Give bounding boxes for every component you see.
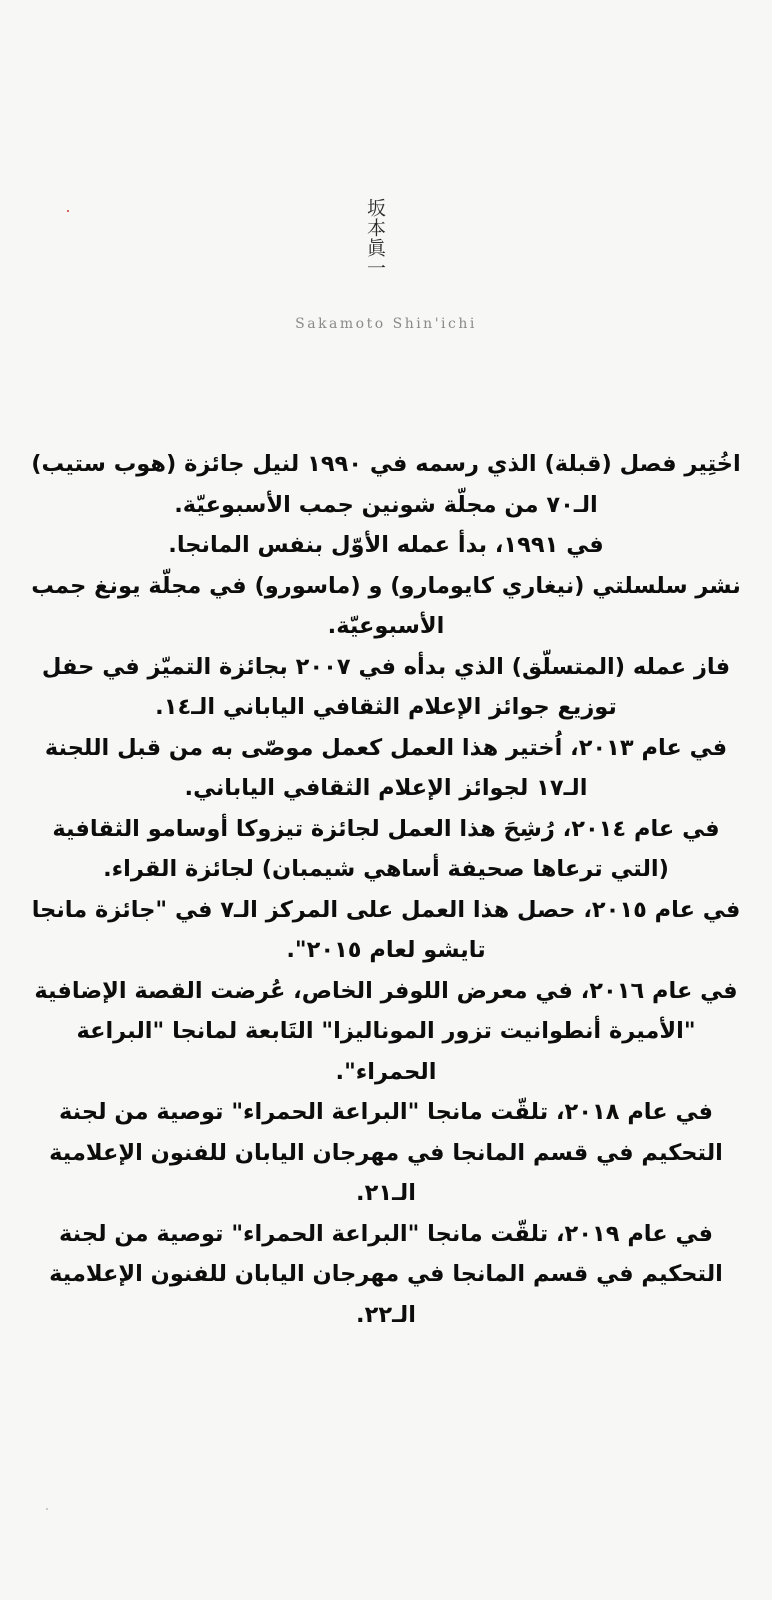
bio-paragraph: في عام ٢٠١٨، تلقّت مانجا "البراعة الحمراء" توصية من لجنة التحكيم في قسم المانجا في مهرجان اليابان للفنون الإعلامية الـ٢١. xyxy=(49,1099,723,1206)
bio-paragraph: نشر سلسلتي (نيغاري كايومارو) و (ماسورو) في مجلّة يونغ جمب الأسبوعيّة. xyxy=(31,572,741,639)
paper-speck xyxy=(67,210,69,212)
paper-speck xyxy=(46,1508,48,1510)
bio-paragraph: في عام ٢٠١٤، رُشِحَ هذا العمل لجائزة تيزوكا أوسامو الثقافية (التي ترعاها صحيفة أساهي شيمبان) لجائزة القراء. xyxy=(52,815,720,882)
bio-paragraph: في ١٩٩١، بدأ عمله الأوّل بنفس المانجا. xyxy=(168,532,604,558)
bio-paragraph: فاز عمله (المتسلّق) الذي بدأه في ٢٠٠٧ بجائزة التميّز في حفل توزيع جوائز الإعلام الثقافي الياباني الـ١٤. xyxy=(41,653,731,720)
author-name-japanese: 坂本眞一 xyxy=(364,198,386,278)
bio-paragraph: في عام ٢٠١٩، تلقّت مانجا "البراعة الحمراء" توصية من لجنة التحكيم في قسم المانجا في مهرجان اليابان للفنون الإعلامية الـ٢٢. xyxy=(49,1220,723,1328)
bio-paragraph: في عام ٢٠١٦، في معرض اللوفر الخاص، عُرضت القصة الإضافية "الأميرة أنطوانيت تزور الموناليزا" التَابعة لمانجا "البراعة الحمراء". xyxy=(34,977,738,1085)
author-name-romanized: Sakamoto Shin'ichi xyxy=(295,316,477,332)
author-biography xyxy=(30,444,742,1335)
bio-paragraph: اخُتِير فصل (قبلة) الذي رسمه في ١٩٩٠ لنيل جائزة (هوب ستيب) الـ٧٠ من مجلّة شونين جمب الأسبوعيّة. xyxy=(31,451,741,518)
bio-paragraph: في عام ٢٠١٥، حصل هذا العمل على المركز الـ٧ في "جائزة مانجا تايشو لعام ٢٠١٥". xyxy=(31,896,741,963)
bio-paragraph: في عام ٢٠١٣، اُختير هذا العمل كعمل موصّى به من قبل اللجنة الـ١٧ لجوائز الإعلام الثقافي الياباني. xyxy=(44,734,728,801)
